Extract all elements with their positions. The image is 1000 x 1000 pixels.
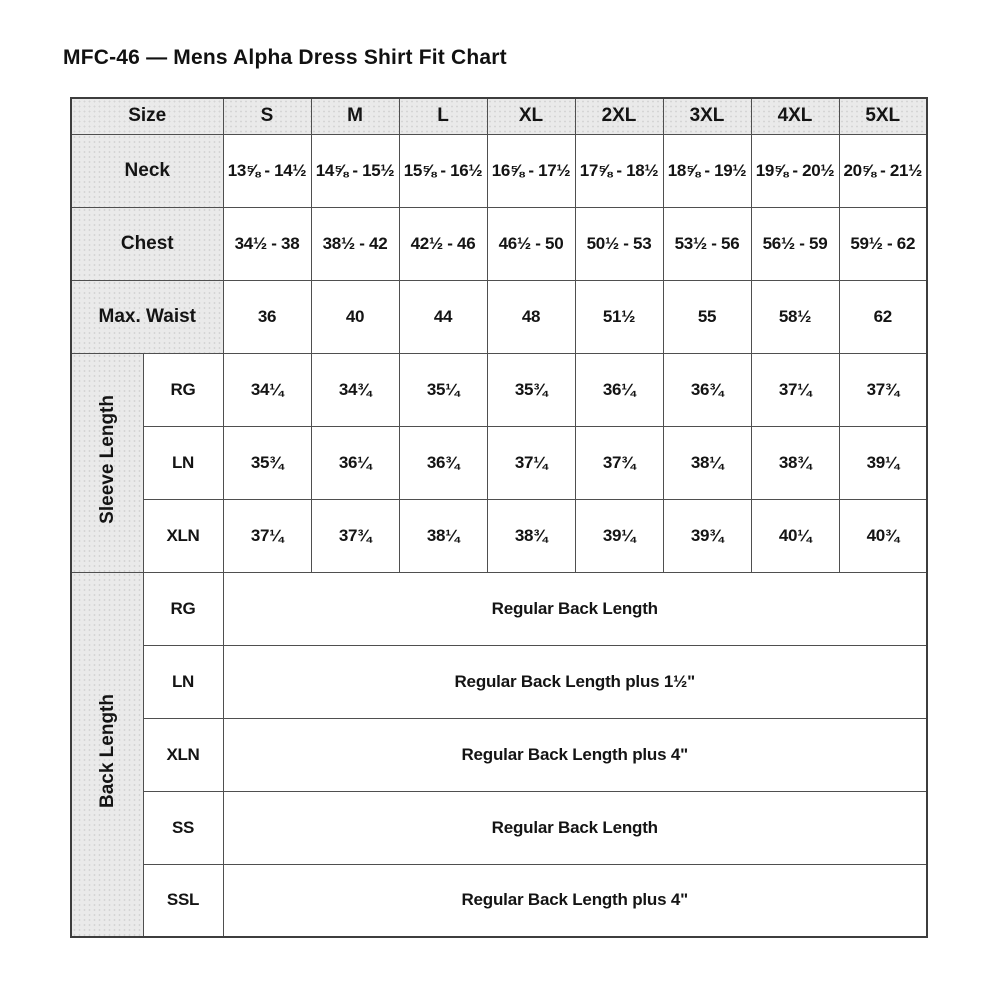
neck-value: 19⅝ - 20½ <box>751 134 839 207</box>
size-col-header-xl: XL <box>487 98 575 134</box>
sleeve-rg-row <box>71 353 927 426</box>
neck-value: 17⅝ - 18½ <box>575 134 663 207</box>
chest-value: 50½ - 53 <box>575 207 663 280</box>
back-xln-row <box>71 718 927 791</box>
max-waist-value: 58½ <box>751 280 839 353</box>
sleeve-ln-value: 37¼ <box>487 426 575 499</box>
chest-value: 53½ - 56 <box>663 207 751 280</box>
sleeve-xln-value: 37¾ <box>311 499 399 572</box>
sleeve-code-ln: LN <box>143 426 223 499</box>
sleeve-xln-value: 38¾ <box>487 499 575 572</box>
neck-value: 13⅝ - 14½ <box>223 134 311 207</box>
max-waist-value: 51½ <box>575 280 663 353</box>
sleeve-ln-value: 37¾ <box>575 426 663 499</box>
sleeve-rg-value: 34¼ <box>223 353 311 426</box>
sleeve-rg-value: 35¼ <box>399 353 487 426</box>
sleeve-rg-value: 36¾ <box>663 353 751 426</box>
row-label-neck: Neck <box>71 134 223 207</box>
sleeve-rg-value: 35¾ <box>487 353 575 426</box>
back-code-ssl: SSL <box>143 864 223 937</box>
back-code-rg: RG <box>143 572 223 645</box>
sleeve-xln-value: 37¼ <box>223 499 311 572</box>
sleeve-ln-value: 36¼ <box>311 426 399 499</box>
back-ln-row <box>71 645 927 718</box>
size-col-header-5xl: 5XL <box>839 98 927 134</box>
size-header-row <box>71 98 927 134</box>
max-waist-value: 40 <box>311 280 399 353</box>
size-corner-header: Size <box>71 98 223 134</box>
sleeve-xln-value: 38¼ <box>399 499 487 572</box>
neck-row <box>71 134 927 207</box>
back-rg-text: Regular Back Length <box>223 572 927 645</box>
sleeve-rg-value: 34¾ <box>311 353 399 426</box>
max-waist-value: 44 <box>399 280 487 353</box>
back-code-xln: XLN <box>143 718 223 791</box>
neck-value: 16⅝ - 17½ <box>487 134 575 207</box>
back-ssl-row <box>71 864 927 937</box>
back-length-label: Back Length <box>96 694 118 809</box>
sleeve-ln-value: 38¼ <box>663 426 751 499</box>
chest-value: 56½ - 59 <box>751 207 839 280</box>
neck-value: 18⅝ - 19½ <box>663 134 751 207</box>
row-label-chest: Chest <box>71 207 223 280</box>
sleeve-ln-value: 38¾ <box>751 426 839 499</box>
section-label-sleeve-length <box>71 353 143 572</box>
back-ln-text: Regular Back Length plus 1½" <box>223 645 927 718</box>
section-label-back-length <box>71 572 143 937</box>
chest-value: 42½ - 46 <box>399 207 487 280</box>
sleeve-xln-value: 40¾ <box>839 499 927 572</box>
max-waist-value: 55 <box>663 280 751 353</box>
sleeve-xln-value: 40¼ <box>751 499 839 572</box>
chest-row <box>71 207 927 280</box>
neck-value: 20⅝ - 21½ <box>839 134 927 207</box>
chest-value: 59½ - 62 <box>839 207 927 280</box>
fit-chart-table <box>70 97 928 938</box>
back-ss-text: Regular Back Length <box>223 791 927 864</box>
back-code-ln: LN <box>143 645 223 718</box>
sleeve-rg-value: 36¼ <box>575 353 663 426</box>
max-waist-value: 62 <box>839 280 927 353</box>
neck-value: 15⅝ - 16½ <box>399 134 487 207</box>
max-waist-value: 36 <box>223 280 311 353</box>
row-label-max-waist: Max. Waist <box>71 280 223 353</box>
chest-value: 46½ - 50 <box>487 207 575 280</box>
sleeve-rg-value: 37¼ <box>751 353 839 426</box>
back-rg-row <box>71 572 927 645</box>
max-waist-row <box>71 280 927 353</box>
size-col-header-4xl: 4XL <box>751 98 839 134</box>
max-waist-value: 48 <box>487 280 575 353</box>
sleeve-xln-row <box>71 499 927 572</box>
back-ss-row <box>71 791 927 864</box>
sleeve-ln-value: 35¾ <box>223 426 311 499</box>
back-xln-text: Regular Back Length plus 4" <box>223 718 927 791</box>
neck-value: 14⅝ - 15½ <box>311 134 399 207</box>
sleeve-ln-value: 36¾ <box>399 426 487 499</box>
chest-value: 38½ - 42 <box>311 207 399 280</box>
sleeve-rg-value: 37¾ <box>839 353 927 426</box>
sleeve-length-label: Sleeve Length <box>96 395 118 524</box>
sleeve-ln-value: 39¼ <box>839 426 927 499</box>
sleeve-code-rg: RG <box>143 353 223 426</box>
sleeve-code-xln: XLN <box>143 499 223 572</box>
back-ssl-text: Regular Back Length plus 4" <box>223 864 927 937</box>
page-title: MFC-46 — Mens Alpha Dress Shirt Fit Chart <box>63 46 507 69</box>
size-col-header-2xl: 2XL <box>575 98 663 134</box>
size-col-header-m: M <box>311 98 399 134</box>
size-col-header-3xl: 3XL <box>663 98 751 134</box>
sleeve-xln-value: 39¼ <box>575 499 663 572</box>
back-code-ss: SS <box>143 791 223 864</box>
size-col-header-s: S <box>223 98 311 134</box>
sleeve-ln-row <box>71 426 927 499</box>
size-col-header-l: L <box>399 98 487 134</box>
sleeve-xln-value: 39¾ <box>663 499 751 572</box>
chest-value: 34½ - 38 <box>223 207 311 280</box>
